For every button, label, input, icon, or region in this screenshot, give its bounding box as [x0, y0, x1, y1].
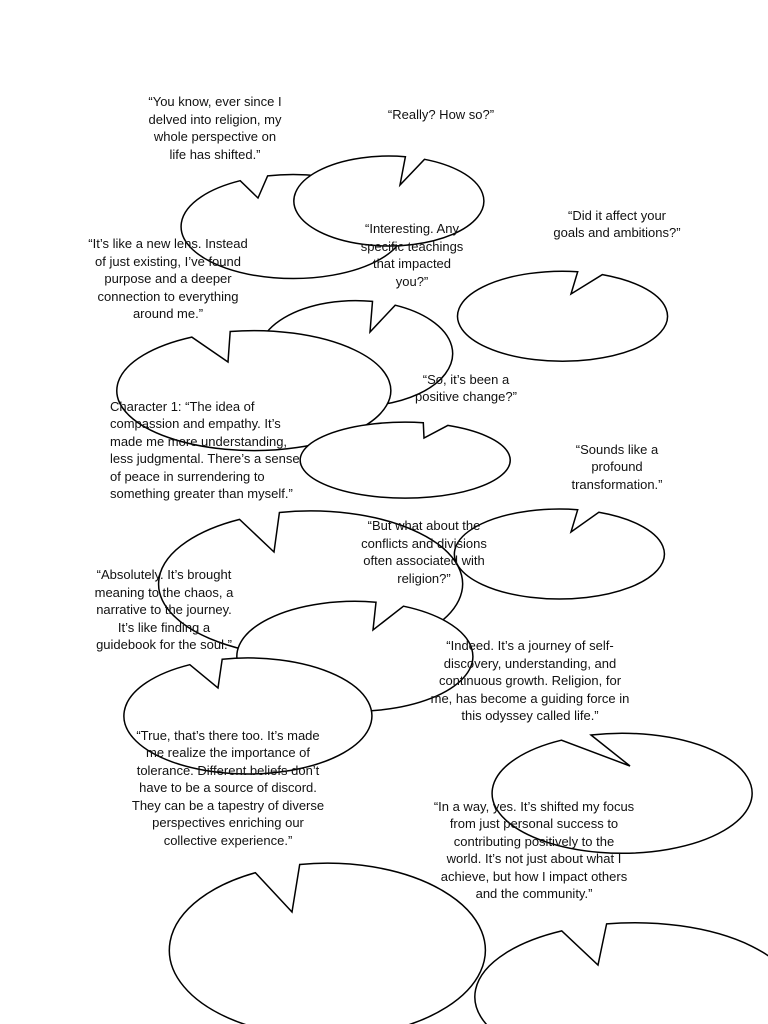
bubble-text-line: goals and ambitions?” — [553, 225, 681, 240]
bubble-text-line: tolerance. Different beliefs don’t — [136, 762, 320, 778]
bubble-text-line: It’s like finding a — [117, 619, 211, 635]
bubble-text-line: “So, it’s been a — [422, 371, 510, 387]
bubble-text-line: continuous growth. Religion, for — [438, 673, 622, 689]
bubble-text-line: “True, that’s there too. It’s made — [136, 727, 320, 743]
bubble-10-text — [50, 566, 278, 654]
bubble-text-line: of peace in surrendering to — [110, 468, 265, 484]
bubble-text-line: world. It’s not just about what I — [446, 851, 622, 866]
bubble-text-line: this odyssey called life.” — [461, 708, 599, 724]
bubble-text-line: from just personal success to — [449, 816, 619, 831]
speech-bubble-13 — [475, 923, 768, 1024]
bubble-text-line: “In a way, yes. It’s shifted my focus — [433, 798, 635, 814]
bubble-text-line: They can be a tapestry of diverse — [131, 797, 325, 813]
bubble-text-line: whole perspective on — [153, 129, 277, 144]
bubble-text-line: have to be a source of discord. — [139, 780, 317, 796]
bubble-text-line: conflicts and divisions — [361, 535, 487, 551]
bubble-text-line: specific teachings — [360, 238, 464, 254]
bubble-text-line: “Interesting. Any — [365, 221, 459, 236]
bubble-text-line: “Absolutely. It’s brought — [96, 567, 232, 583]
bubble-2-text — [350, 97, 532, 133]
bubble-text-line: something greater than myself.” — [110, 486, 293, 501]
bubble-text-line: made me more understanding, — [110, 433, 288, 449]
bubble-text-line: collective experience.” — [163, 832, 293, 848]
bubble-text-line: connection to everything — [97, 288, 239, 304]
bubble-text-line: me, has become a guiding force in — [430, 690, 630, 706]
bubble-text-line: narrative to the journey. — [96, 602, 232, 618]
bubble-text-line: that impacted — [372, 256, 452, 271]
bubble-text-line: perspectives enriching our — [152, 815, 304, 831]
bubble-7-text — [110, 398, 306, 502]
bubble-11-text — [402, 637, 658, 725]
bubble-text-line: “It’s like a new lens. Instead — [88, 236, 248, 252]
bubble-text-line: purpose and a deeper — [104, 271, 232, 287]
bubble-9-text — [310, 516, 538, 588]
bubble-text-line: profound — [591, 459, 643, 475]
bubble-text-line: “Sounds like a — [575, 441, 659, 457]
bubble-13-text — [394, 797, 674, 903]
bubble-text-line: contributing positively to the — [453, 833, 615, 849]
bubble-text-line: less judgmental. There’s a sense — [110, 451, 300, 466]
bubble-text-line: and the community.” — [475, 886, 593, 901]
bubble-text-line: delved into religion, my — [148, 111, 282, 127]
bubble-text-line: “Indeed. It’s a journey of self- — [446, 638, 614, 654]
bubble-text-line: religion?” — [397, 570, 451, 586]
bubble-text-line: meaning to the chaos, a — [94, 584, 234, 600]
bubble-text-line: Character 1: “The idea of — [110, 398, 255, 414]
bubble-text-line: achieve, but how I impact others — [440, 868, 628, 884]
speech-bubble-6 — [300, 422, 510, 498]
bubble-text-line: you?” — [395, 273, 429, 289]
bubble-text-line: “But what about the — [367, 518, 481, 533]
bubble-text-line: transformation.” — [571, 476, 663, 492]
bubble-8-text — [515, 438, 719, 496]
bubble-1-text — [110, 90, 320, 166]
bubble-text-line: “Really? How so?” — [387, 107, 495, 123]
bubble-text-line: around me.” — [132, 306, 204, 322]
bubble-6-text — [365, 368, 567, 408]
bubble-text-line: discovery, understanding, and — [443, 655, 617, 671]
bubble-12-text — [90, 724, 366, 852]
bubble-text-line: compassion and empathy. It’s — [110, 416, 281, 431]
bubble-text-line: “You know, ever since I — [148, 94, 282, 109]
bubble-text-line: guidebook for the soul.” — [96, 637, 232, 653]
bubble-text-line: often associated with — [363, 553, 485, 568]
bubble-text-line: of just existing, I’ve found — [95, 253, 241, 269]
bubble-text-line: me realize the importance of — [145, 745, 311, 761]
bubble-5-text — [40, 233, 296, 325]
bubble-text-line: “Did it affect your — [567, 207, 667, 223]
bubble-text-line: life has shifted.” — [169, 146, 261, 162]
bubble-4-text — [518, 204, 716, 244]
bubble-text-line: positive change?” — [415, 389, 517, 404]
bubble-3-text — [320, 218, 504, 292]
